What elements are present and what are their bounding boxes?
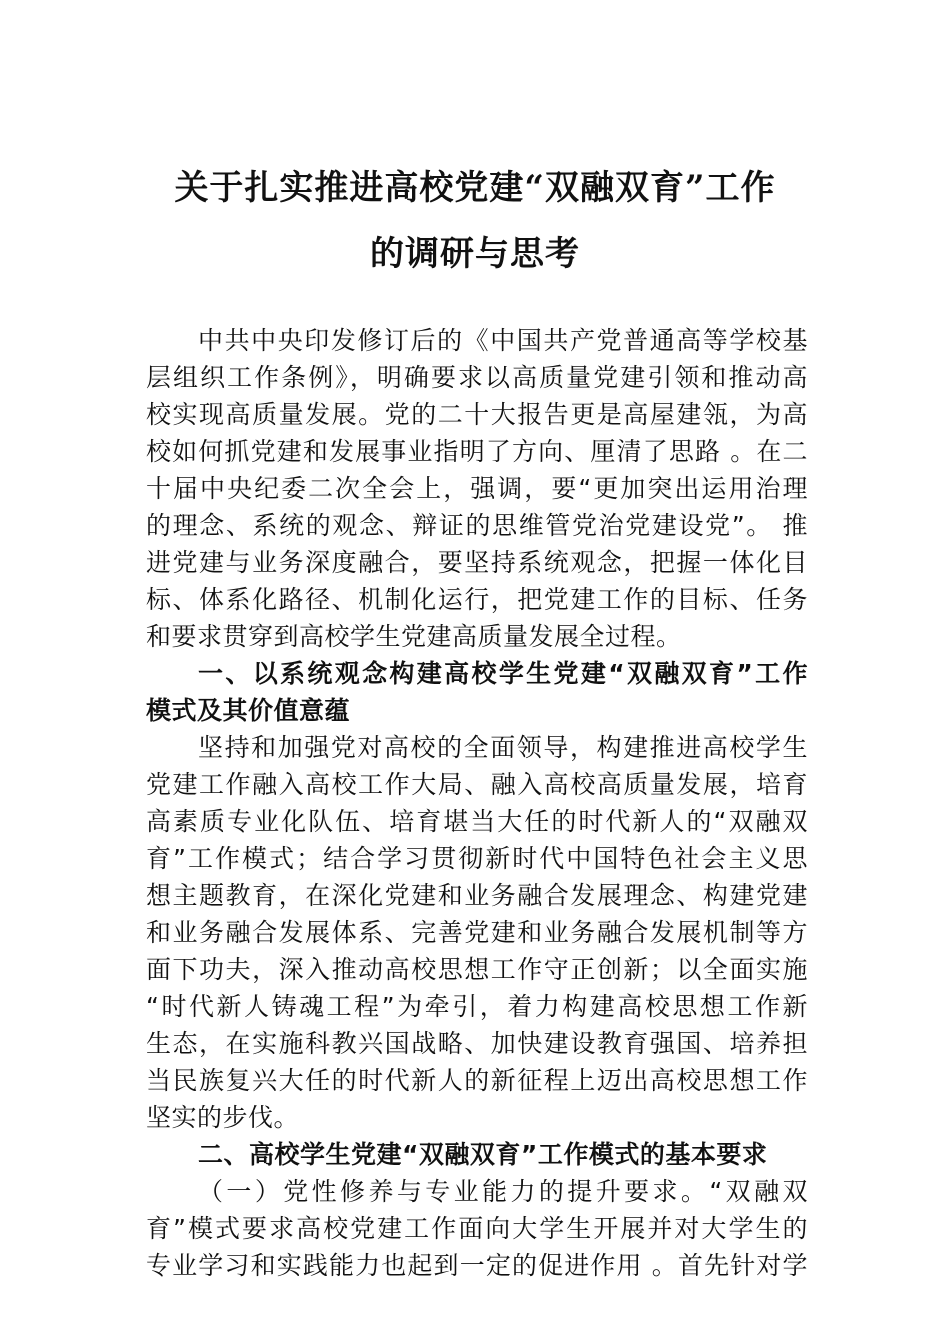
document-body [146, 322, 808, 1284]
section-heading-line: 模式及其价值意蕴 [146, 696, 351, 725]
document-title-line-2: 的调研与思考 [370, 234, 580, 274]
paragraph-line: 生态，在实施科教兴国战略、加快建设教育强国、培养担 [146, 1029, 808, 1058]
paragraph-line: 育”工作模式；结合学习贯彻新时代中国特色社会主义思 [146, 844, 808, 873]
paragraph-line: 党建工作融入高校工作大局、融入高校高质量发展，培育 [146, 770, 808, 799]
paragraph-line: 中共中央印发修订后的《中国共产党普通高等学校基 [198, 326, 808, 355]
paragraph-line: 面下功夫，深入推动高校思想工作守正创新；以全面实施 [146, 955, 808, 984]
section-heading-line: 一、以系统观念构建高校学生党建“双融双育”工作 [198, 659, 808, 688]
document-title-line-1: 关于扎实推进高校党建“双融双育”工作 [174, 168, 776, 208]
paragraph-line: 高素质专业化队伍、培育堪当大任的时代新人的“双融双 [146, 807, 808, 836]
paragraph-line: 专业学习和实践能力也起到一定的促进作用 。首先针对学 [146, 1251, 808, 1280]
paragraph-line: 层组织工作条例》，明确要求以高质量党建引领和推动高 [146, 363, 808, 392]
paragraph-line: 想主题教育，在深化党建和业务融合发展理念、构建党建 [146, 881, 808, 910]
paragraph-line: （一）党性修养与专业能力的提升要求。“双融双 [198, 1177, 808, 1206]
paragraph-line: “时代新人铸魂工程”为牵引，着力构建高校思想工作新 [146, 992, 808, 1021]
paragraph-line: 标、体系化路径、机制化运行，把党建工作的目标、任务 [146, 585, 808, 614]
paragraph-line: 坚实的步伐。 [146, 1103, 300, 1132]
paragraph-line: 当民族复兴大任的时代新人的新征程上迈出高校思想工作 [146, 1066, 808, 1095]
paragraph-line: 进党建与业务深度融合，要坚持系统观念，把握一体化目 [146, 548, 808, 577]
paragraph-line: 坚持和加强党对高校的全面领导，构建推进高校学生 [198, 733, 808, 762]
paragraph-line: 和要求贯穿到高校学生党建高质量发展全过程。 [146, 622, 682, 651]
paragraph-line: 和业务融合发展体系、完善党建和业务融合发展机制等方 [146, 918, 808, 947]
paragraph-line: 的理念、系统的观念、辩证的思维管党治党建设党”。 推 [146, 511, 808, 540]
paragraph-line: 育”模式要求高校党建工作面向大学生开展并对大学生的 [146, 1214, 808, 1243]
paragraph-line: 校如何抓党建和发展事业指明了方向、厘清了思路 。在二 [146, 437, 808, 466]
paragraph-line: 校实现高质量发展。党的二十大报告更是高屋建瓴，为高 [146, 400, 808, 429]
paragraph-line: 十届中央纪委二次全会上，强调，要“更加突出运用治理 [146, 474, 808, 503]
section-heading-line: 二、高校学生党建“双融双育”工作模式的基本要求 [198, 1140, 768, 1169]
